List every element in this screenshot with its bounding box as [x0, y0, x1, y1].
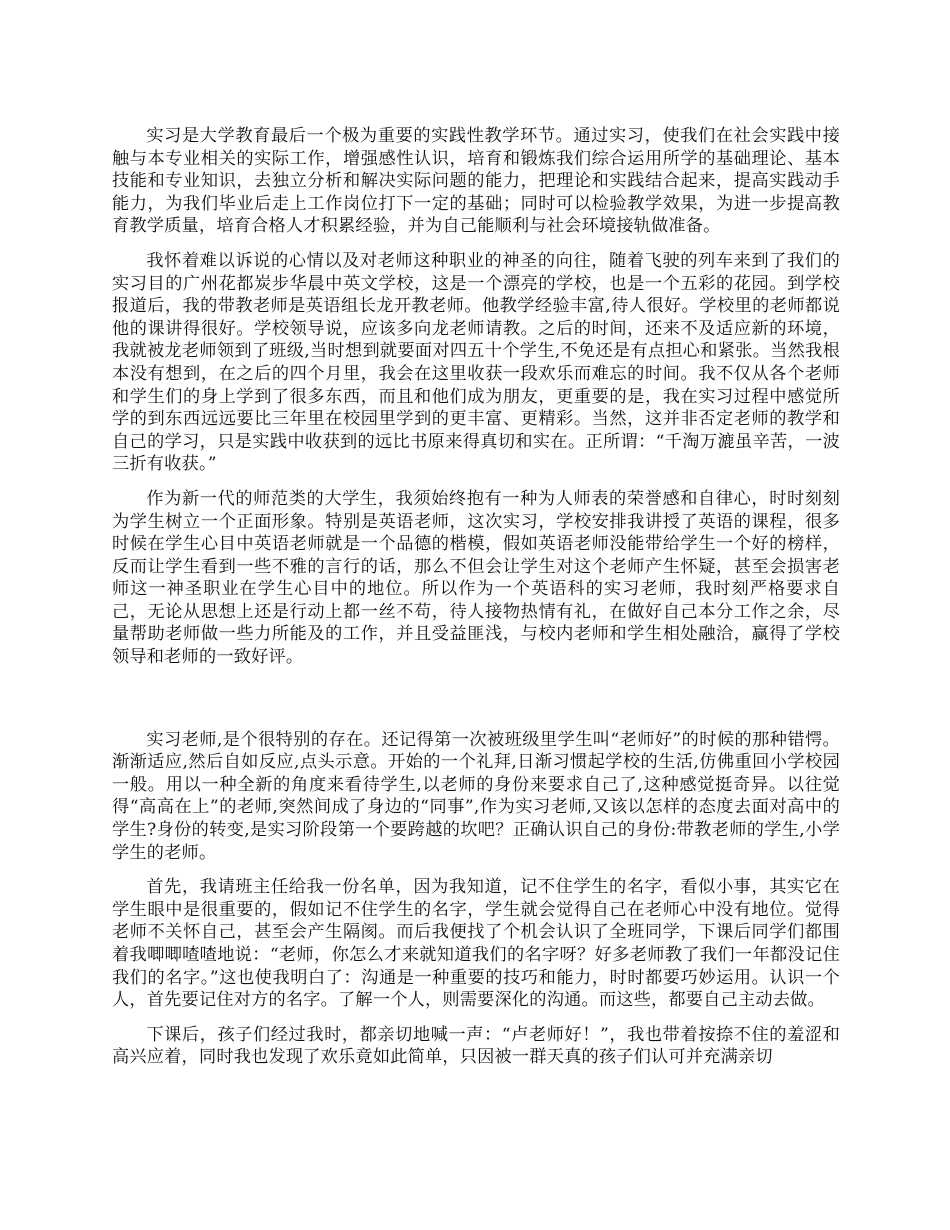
paragraph-arrival-at-school: 我怀着难以诉说的心情以及对老师这种职业的神圣的向往，随着飞驶的列车来到了我们的实习目的广州花都炭步华晨中英文学校，这是一个漂亮的学校，也是一个五彩的花园。到学校报道后，我的带教老师是英语组长龙开教老师。他教学经验丰富,待人很好。学校里的老师都说他的课讲得很好。学校领导说，应该多向龙老师请教。之后的时间，还来不及适应新的环境，我就被龙老师领到了班级,当时想到就要面对四五十个学生,不免还是有点担心和紧张。当然我根本没有想到，在之后的四个月里，我会在这里收获一段欢乐而难忘的时间。我不仅从各个老师和学生们的身上学到了很多东西，而且和他们成为朋友，更重要的是，我在实习过程中感觉所学的到东西远远要比三年里在校园里学到的更丰富、更精彩。当然，这并非否定老师的教学和自己的学习，只是实践中收获到的远比书原来得真切和实在。正所谓：“千淘万漉虽辛苦，一波三折有收获。”: [112, 250, 840, 475]
paragraph-teacher-role-model: 作为新一代的师范类的大学生，我须始终抱有一种为人师表的荣誉感和自律心，时时刻刻为学生树立一个正面形象。特别是英语老师，这次实习，学校安排我讲授了英语的课程，很多时候在学生心目中英语老师就是一个品德的楷模，假如英语老师没能带给学生一个好的榜样，反而让学生看到一些不雅的言行的话，那么不但会让学生对这个老师产生怀疑，甚至会损害老师这一神圣职业在学生心目中的地位。所以作为一个英语科的实习老师，我时刻严格要求自己，无论从思想上还是行动上都一丝不苟，待人接物热情有礼，在做好自己本分工作之余，尽量帮助老师做一些力所能及的工作，并且受益匪浅，与校内老师和学生相处融洽，赢得了学校领导和老师的一致好评。: [112, 488, 840, 668]
paragraph-remembering-names: 首先，我请班主任给我一份名单，因为我知道，记不住学生的名字，看似小事，其实它在学生眼中是很重要的，假如记不住学生的名字，学生就会觉得自己在老师心中没有地位。觉得老师不关怀自己，甚至会产生隔阂。而后我便找了个机会认识了全班同学，下课后同学们都围着我唧唧喳喳地说：“老师，你怎么才来就知道我们的名字呀？好多老师教了我们一年都没记住我们的名字。”这也使我明白了：沟通是一种重要的技巧和能力，时时都要巧妙运用。认识一个人，首先要记住对方的名字。了解一个人，则需要深化的沟通。而这些，都要自己主动去做。: [112, 877, 840, 1011]
document-page: [112, 125, 840, 1069]
paragraph-intern-identity: 实习老师,是个很特别的存在。还记得第一次被班级里学生叫“老师好”的时候的那种错愕。渐渐适应,然后自如反应,点头示意。开始的一个礼拜,日渐习惯起学校的生活,仿佛重回小学校园一般。用以一种全新的角度来看待学生,以老师的身份来要求自己了,这种感觉挺奇异。以往觉得“高高在上”的老师,突然间成了身边的“同事”,作为实习老师,又该以怎样的态度去面对高中的学生?身份的转变,是实习阶段第一个要跨越的坎吧？正确认识自己的身份:带教老师的学生,小学学生的老师。: [112, 729, 840, 863]
paragraph-internship-purpose: 实习是大学教育最后一个极为重要的实践性教学环节。通过实习，使我们在社会实践中接触与本专业相关的实际工作，增强感性认识，培育和锻炼我们综合运用所学的基础理论、基本技能和专业知识，去独立分析和解决实际问题的能力，把理论和实践结合起来，提高实践动手能力，为我们毕业后走上工作岗位打下一定的基础；同时可以检验教学效果，为进一步提高教育教学质量，培育合格人才积累经验，并为自己能顺利与社会环境接轨做准备。: [112, 126, 840, 237]
paragraph-after-class: 下课后，孩子们经过我时，都亲切地喊一声：“卢老师好！”，我也带着按捺不住的羞涩和高兴应着，同时我也发现了欢乐竟如此简单，只因被一群天真的孩子们认可并充满亲切: [112, 1024, 840, 1068]
